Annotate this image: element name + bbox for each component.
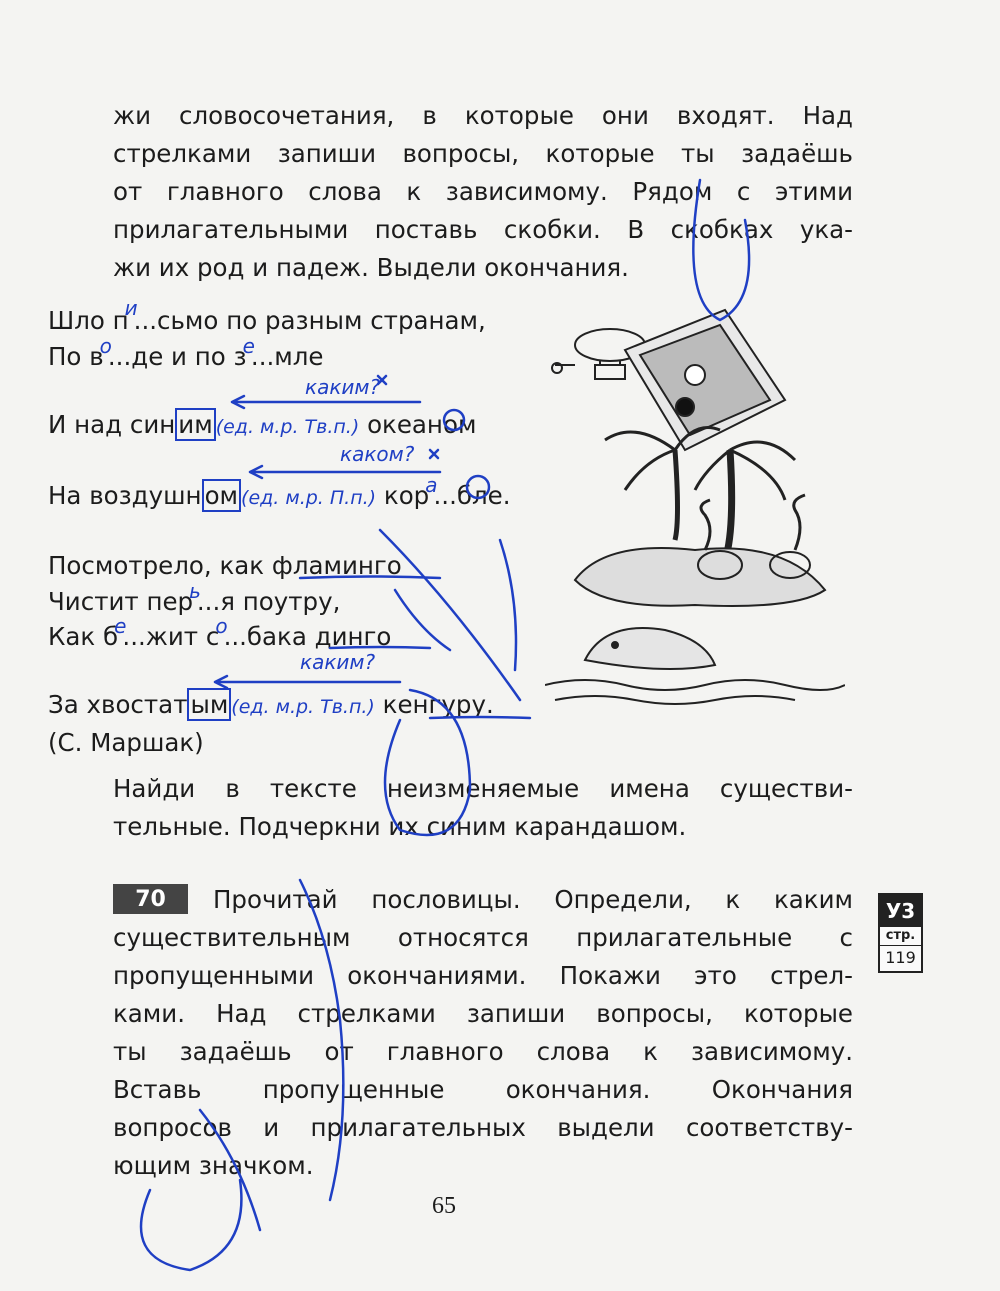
poem-text: океаном xyxy=(367,410,477,439)
exercise-number-badge: 70 xyxy=(113,884,188,914)
reference-label: стр. xyxy=(885,928,916,943)
poem-author: (С. Маршак) xyxy=(48,728,204,757)
task-line-1: Найди в тексте неизменяемые имена существи- xyxy=(113,774,853,803)
poem-text: ...я поутру, xyxy=(196,587,341,616)
poem-text: Посмотрело, как фламинго xyxy=(48,551,402,580)
poem-text: И над син xyxy=(48,410,176,439)
intro-line-2: стрелками запиши вопросы, которые ты задаёшь xyxy=(113,139,853,168)
exercise-line-7: вопросов и прилагательных выдели соответству- xyxy=(113,1113,853,1142)
textbook-reference-box xyxy=(878,893,923,973)
poem-text: ...бака динго xyxy=(223,622,392,651)
poem-line-2 xyxy=(48,334,324,373)
task-line-2: тельные. Подчеркни их синим карандашом. xyxy=(113,812,687,841)
handwritten-question: каким? xyxy=(300,650,376,674)
poem-text: На воздушн xyxy=(48,481,202,510)
handwritten-question: каком? xyxy=(340,442,415,466)
highlighted-ending: ом xyxy=(202,479,241,512)
poem-line-4 xyxy=(48,473,511,513)
exercise-line-3: пропущенными окончаниями. Покажи это стрел- xyxy=(113,961,853,990)
intro-line-5: жи их род и падеж. Выдели окончания. xyxy=(113,253,629,282)
poem-text: По в xyxy=(48,342,104,371)
poem-text: ...бле. xyxy=(433,481,511,510)
poem-line-5 xyxy=(48,551,402,581)
reference-code: У3 xyxy=(880,895,921,927)
page-number: 65 xyxy=(432,1193,456,1219)
intro-line-4: прилагательными поставь скобки. В скобках ука- xyxy=(113,215,853,244)
poem-line-1 xyxy=(48,296,486,337)
inserted-letter: а xyxy=(425,473,438,497)
inserted-letter: е xyxy=(242,334,255,358)
envelope-island-illustration xyxy=(545,300,845,720)
exercise-line-4: ками. Над стрелками запиши вопросы, которые xyxy=(113,999,853,1028)
poem-text: За хвостат xyxy=(48,690,188,719)
exercise-line-2: существительным относятся прилагательные с xyxy=(113,923,853,952)
poem-text: Шло п xyxy=(48,306,129,335)
poem-text: Как б xyxy=(48,622,119,651)
poem-text: кенгуру. xyxy=(382,690,494,719)
poem-line-8 xyxy=(48,690,494,722)
highlighted-ending: ым xyxy=(187,688,231,721)
exercise-line-1: Прочитай пословицы. Определи, к каким xyxy=(213,885,853,914)
exercise-line-5: ты задаёшь от главного слова к зависимому. xyxy=(113,1037,853,1066)
inserted-letter: о xyxy=(215,614,228,638)
poem-text: кор xyxy=(383,481,430,510)
poem-text: ...мле xyxy=(250,342,324,371)
intro-line-1: жи словосочетания, в которые они входят. Над xyxy=(113,101,853,130)
poem-line-6 xyxy=(48,579,341,618)
inserted-letter: е xyxy=(114,614,127,638)
handwritten-note: (ед. м.р. Тв.п.) xyxy=(231,696,375,718)
inserted-letter: о xyxy=(99,334,112,358)
exercise-line-6: Вставь пропущенные окончания. Окончания xyxy=(113,1075,853,1104)
reference-page: 119 xyxy=(880,945,921,970)
poem-text: ...жит с xyxy=(122,622,220,651)
highlighted-ending: им xyxy=(175,408,215,441)
poem-text: ...де и по з xyxy=(107,342,247,371)
inserted-letter: ь xyxy=(189,579,201,603)
poem-line-7 xyxy=(48,614,392,653)
intro-line-3: от главного слова к зависимому. Рядом с этими xyxy=(113,177,853,206)
exercise-line-8: ющим значком. xyxy=(113,1151,314,1180)
handwritten-note: (ед. м.р. Тв.п.) xyxy=(215,416,360,438)
poem-line-3 xyxy=(48,410,476,442)
inserted-letter: и xyxy=(124,296,138,320)
poem-text: Чистит пер xyxy=(48,587,194,616)
handwritten-note: (ед. м.р. П.п.) xyxy=(241,487,377,509)
poem-text: ...сьмо по разным странам, xyxy=(133,306,486,335)
handwritten-question: каким? xyxy=(305,375,381,399)
